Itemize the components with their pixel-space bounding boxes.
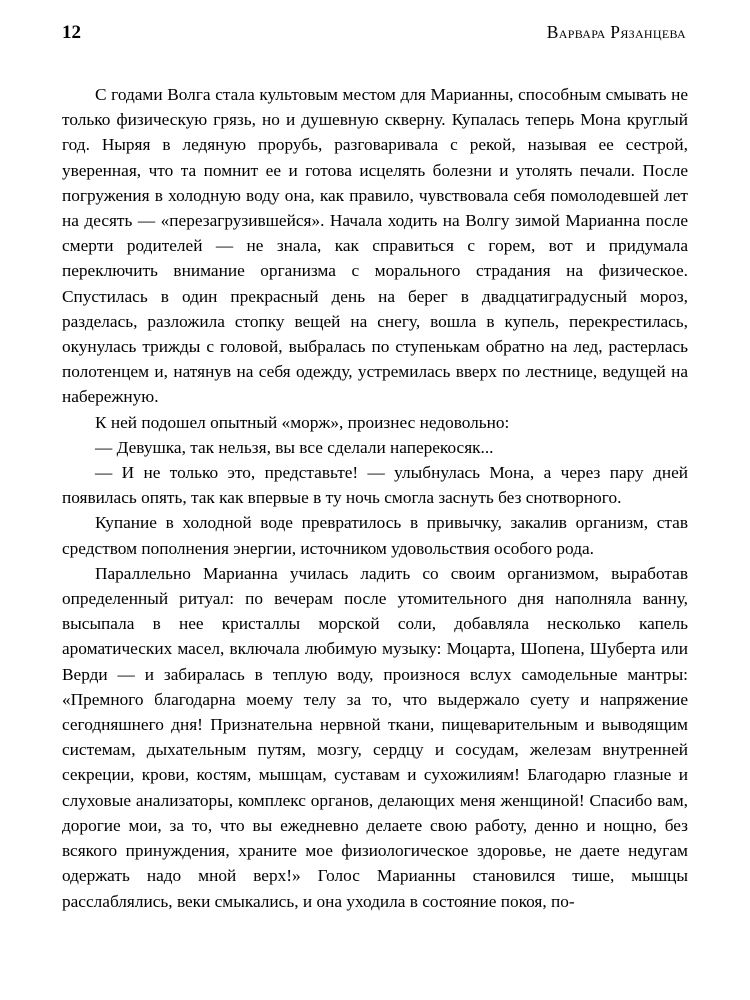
running-head (62, 22, 688, 48)
running-head-author: Варвара Рязанцева (546, 22, 686, 42)
dialogue-line: — И не только это, представьте! — улыбнулась Мона, а через пару дней появилась опять, так как впервые в ту ночь смогла заснуть без снотворного. (62, 463, 688, 508)
paragraph: Купание в холодной воде превратилось в привычку, закалив организм, став средством пополнения энергии, источником удовольствия особого рода. (62, 513, 688, 558)
dialogue-line: — Девушка, так нельзя, вы все сделали наперекосяк... (95, 437, 494, 457)
paragraph: С годами Волга стала культовым местом для Марианны, способным смывать не только физическую грязь, но и душевную скверну. Купалась теперь Мона круглый год. Ныряя в ледяную прорубь, разговаривала с рекой, называя ее сестрой, уверенная, что та помнит ее и готова исцелять болезни и утолять печали. После погружения в холодную воду она, как правило, чувствовала себя помолодевшей лет на десять — «перезагрузившейся». Начала ходить на Волгу зимой Марианна после смерти родителей — не знала, как справиться с горем, вот и придумала переключить внимание организма с морального страдания на физическое. Спустилась в один прекрасный день на берег в двадцатиградусный мороз, разделась, разложила стопку вещей на снегу, вошла в купель, перекрестилась, окунулась трижды с головой, выбралась по ступенькам обратно на лед, растерлась полотенцем и, натянув на себя одежду, устремилась вверх по лестнице, ведущей на набережную. (62, 85, 688, 407)
page-body (62, 82, 688, 914)
paragraph: К ней подошел опытный «морж», произнес недовольно: (95, 412, 510, 432)
paragraph: Параллельно Марианна училась ладить со своим организмом, выработав определенный ритуал: по вечерам после утомительного дня наполняла ванну, высыпала в нее кристаллы морской соли, добавляла несколько капель ароматических масел, включала любимую музыку: Моцарта, Шопена, Шуберта или Верди — и забиралась в теплую воду, произнося вслух самодельные мантры: «Премного благодарна моему телу за то, что выдержало суету и напряжение сегодняшнего дня! Признательна нервной ткани, пищеварительным и выводящим системам, дыхательным путям, мозгу, сердцу и сосудам, железам внутренней секреции, крови, костям, мышцам, суставам и сухожилиям! Благодарю глазные и слуховые анализаторы, комплекс органов, делающих меня женщиной! Спасибо вам, дорогие мои, за то, что вы ежедневно делаете свою работу, денно и нощно, без всякого принуждения, храните мое физиологическое здоровье, не даете недугам одержать надо мной верх!» Голос Марианны становился тише, мышцы расслаблялись, веки смыкались, и она уходила в состояние покоя, по- (62, 563, 688, 911)
page-number: 12 (62, 22, 81, 43)
